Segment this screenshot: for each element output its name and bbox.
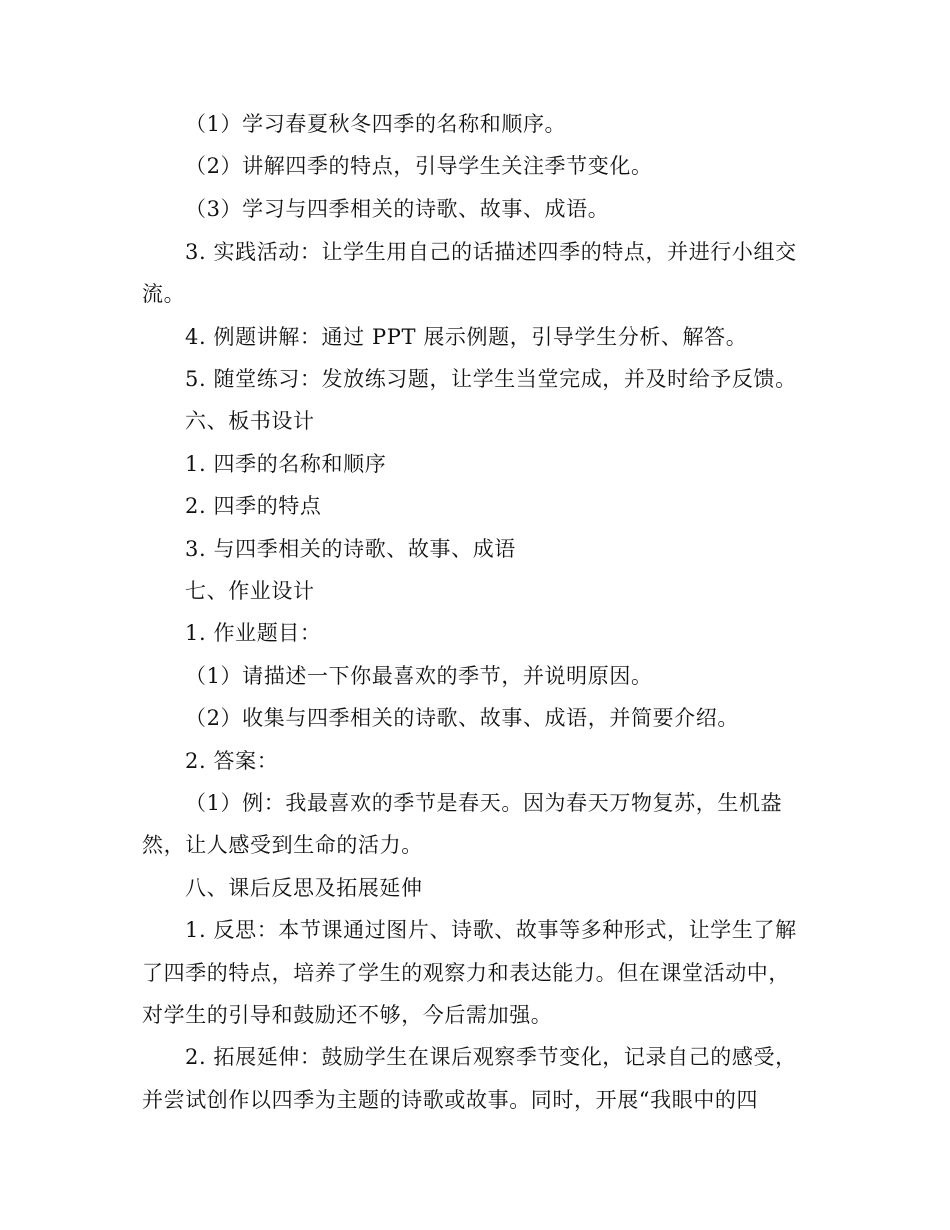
text-line: （2）收集与四季相关的诗歌、故事、成语，并简要介绍。	[185, 706, 739, 730]
text-line: 2. 拓展延伸：鼓励学生在课后观察季节变化，记录自己的感受，	[185, 1045, 797, 1069]
section-heading: 六、板书设计	[185, 409, 315, 433]
section-heading: 七、作业设计	[185, 579, 315, 603]
text-line: （2）讲解四季的特点，引导学生关注季节变化。	[185, 154, 653, 178]
text-line: （1）请描述一下你最喜欢的季节，并说明原因。	[185, 664, 653, 688]
text-line: 4. 例题讲解：通过 PPT 展示例题，引导学生分析、解答。	[185, 325, 748, 349]
text-line: 3. 与四季相关的诗歌、故事、成语	[185, 537, 516, 561]
text-line: 对学生的引导和鼓励还不够，今后需加强。	[142, 1003, 553, 1027]
text-line: （1）例：我最喜欢的季节是春天。因为春天万物复苏，生机盎	[185, 791, 783, 815]
text-line: （3）学习与四季相关的诗歌、故事、成语。	[185, 197, 610, 221]
text-line: 1. 作业题目：	[185, 621, 322, 645]
text-line: 3. 实践活动：让学生用自己的话描述四季的特点，并进行小组交	[185, 240, 797, 264]
text-line: 1. 四季的名称和顺序	[185, 452, 387, 476]
text-line: 流。	[142, 282, 186, 306]
text-line: 然，让人感受到生命的活力。	[142, 833, 423, 857]
text-line: 2. 答案：	[185, 749, 279, 773]
text-line: 5. 随堂练习：发放练习题，让学生当堂完成，并及时给予反馈。	[185, 367, 797, 391]
text-line: 2. 四季的特点	[185, 494, 322, 518]
text-line: 并尝试创作以四季为主题的诗歌或故事。同时，开展“我眼中的四	[142, 1088, 759, 1112]
text-line: （1）学习春夏秋冬四季的名称和顺序。	[185, 112, 567, 136]
text-line: 了四季的特点，培养了学生的观察力和表达能力。但在课堂活动中，	[142, 961, 790, 985]
section-heading: 八、课后反思及拓展延伸	[185, 876, 423, 900]
text-line: 1. 反思：本节课通过图片、诗歌、故事等多种形式，让学生了解	[185, 918, 797, 942]
